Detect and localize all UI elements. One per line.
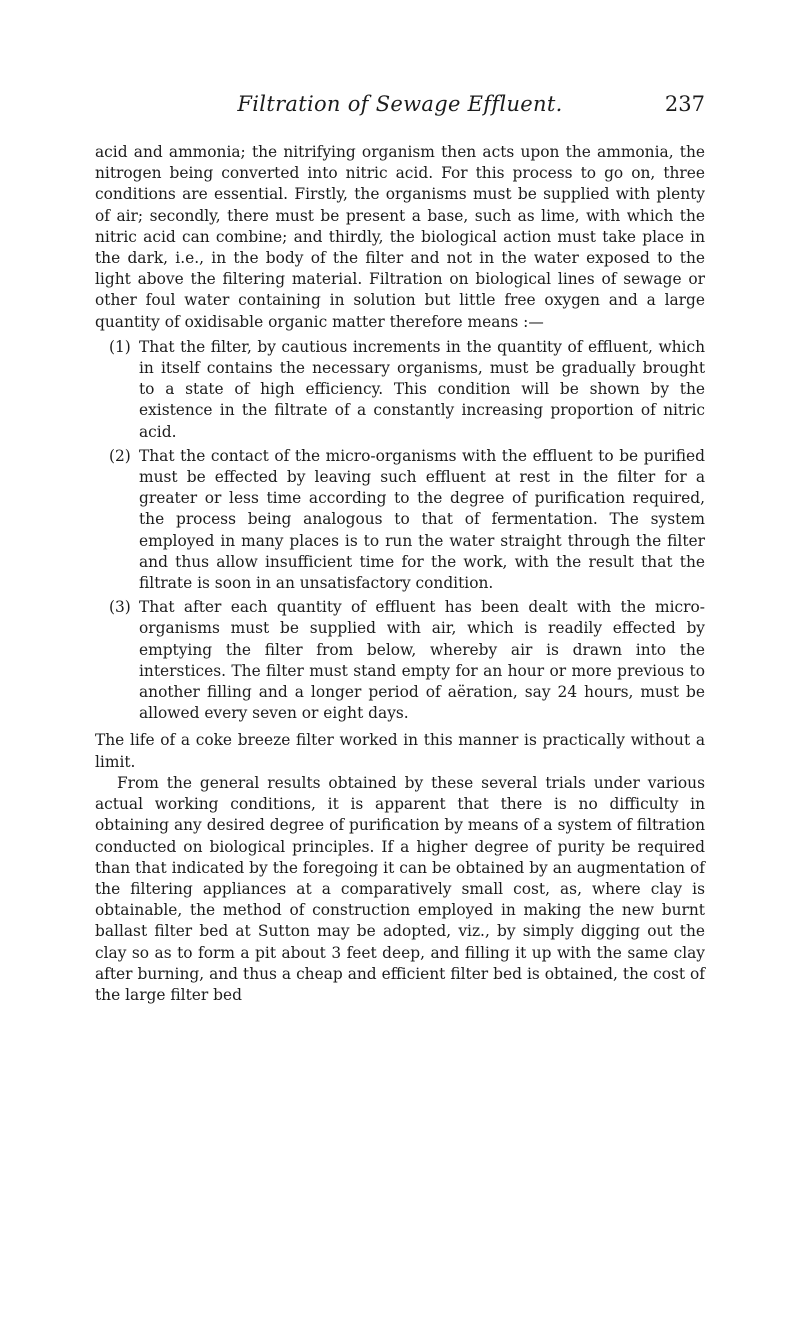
list-item-text: That the contact of the micro-organisms with the effluent to be purified must be effected by leaving such effluent at rest in the filter for a greater or less time according to the degree of purification required, the process being analogous to that of fermentation. The system employed in many places is to run the water straight through the filter and thus allow insufficient time for the work, with the result that the filtrate is soon in an unsatisfactory condition.: [139, 446, 705, 593]
list-marker: (1): [109, 337, 131, 356]
running-title: Filtration of Sewage Effluent.: [237, 92, 563, 116]
book-page: [95, 92, 705, 1006]
results-paragraph: From the general results obtained by these several trials under various actual working conditions, it is apparent that there is no difficulty in obtaining any desired degree of purification by means of a system of filtration conducted on biological principles. If a higher degree of purity be required than that indicated by the foregoing it can be obtained by an augmentation of the filtering appliances at a comparatively small cost, as, where clay is obtainable, the method of construction employed in making the new burnt ballast filter bed at Sutton may be adopted, viz., by simply digging out the clay so as to form a pit about 3 feet deep, and filling it up with the same clay after burning, and thus a cheap and efficient filter bed is obtained, the cost of the large filter bed: [95, 773, 705, 1004]
page-number: 237: [664, 92, 705, 116]
conditions-list: [95, 337, 705, 725]
list-item: [95, 337, 705, 443]
running-head: [95, 92, 705, 124]
list-item-text: That the filter, by cautious increments in the quantity of effluent, which in itself contains the necessary organisms, must be gradually brought to a state of high efficiency. This condition will be shown by the existence in the filtrate of a constantly increasing proportion of nitric acid.: [139, 337, 705, 441]
list-item-text: That after each quantity of effluent has been dealt with the micro-organisms must be supplied with air, which is readily effected by emptying the filter from below, whereby air is drawn into the interstices. The filter must stand empty for an hour or more previous to another filling and a longer period of aëration, say 24 hours, must be allowed every seven or eight days.: [139, 598, 705, 723]
list-marker: (3): [109, 598, 131, 617]
list-marker: (2): [109, 446, 131, 465]
list-item: [95, 597, 705, 724]
filter-life-paragraph: The life of a coke breeze filter worked in this manner is practically without a limit.: [95, 731, 705, 771]
intro-paragraph: acid and ammonia; the nitrifying organism then acts upon the ammonia, the nitrogen being converted into nitric acid. For this process to go on, three conditions are essential. Firstly, the organisms must be supplied with plenty of air; secondly, there must be present a base, such as lime, with which the nitric acid can combine; and thirdly, the biological action must take place in the dark, i.e., in the body of the filter and not in the water exposed to the light above the filtering material. Filtration on biological lines of sewage or other foul water containing in solution but little free oxygen and a large quantity of oxidisable organic matter therefore means :—: [95, 143, 705, 331]
list-item: [95, 446, 705, 594]
